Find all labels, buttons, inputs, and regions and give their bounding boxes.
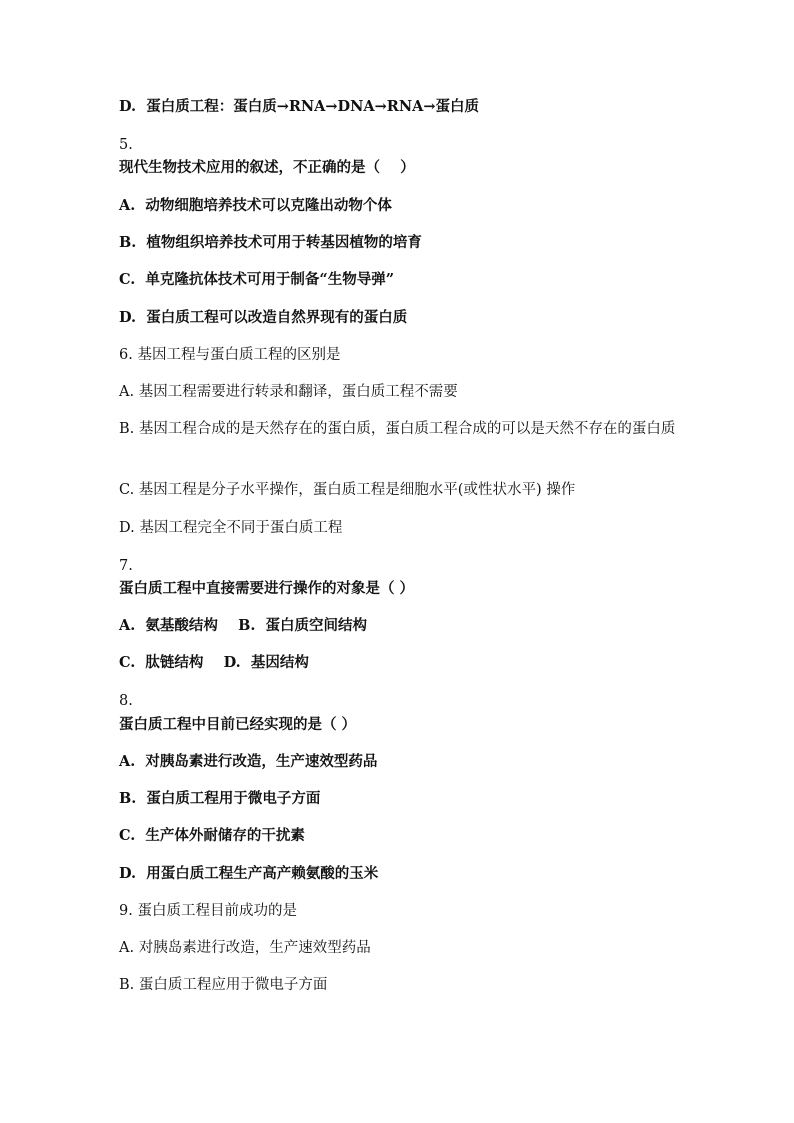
- q8-option-a: A. 对胰岛素进行改造，生产速效型药品: [119, 753, 378, 770]
- q6-option-a: A. 基因工程需要进行转录和翻译，蛋白质工程不需要: [119, 384, 458, 400]
- q5-stem: 现代生物技术应用的叙述，不正确的是（ ）: [119, 159, 415, 176]
- q6-option-d: D. 基因工程完全不同于蛋白质工程: [119, 520, 343, 536]
- q7-options-cd: C. 肽链结构 D. 基因结构: [119, 654, 309, 671]
- q9-stem: 9. 蛋白质工程目前成功的是: [119, 903, 297, 919]
- q8-stem: 蛋白质工程中目前已经实现的是（ ）: [119, 716, 357, 733]
- q7-stem: 蛋白质工程中直接需要进行操作的对象是（ ）: [119, 580, 415, 597]
- q8-option-b: B. 蛋白质工程用于微电子方面: [119, 790, 321, 807]
- q9-option-b: B. 蛋白质工程应用于微电子方面: [119, 977, 328, 993]
- q6-option-c: C. 基因工程是分子水平操作，蛋白质工程是细胞水平(或性状水平) 操作: [119, 482, 576, 498]
- q6-option-b: B. 基因工程合成的是天然存在的蛋白质，蛋白质工程合成的可以是天然不存在的蛋白质: [119, 421, 676, 437]
- q5-option-b: B. 植物组织培养技术可用于转基因植物的培育: [119, 234, 422, 251]
- q5-number: 5.: [119, 137, 133, 153]
- q9-option-a: A. 对胰岛素进行改造，生产速效型药品: [119, 940, 371, 956]
- q6-stem: 6. 基因工程与蛋白质工程的区别是: [119, 347, 341, 363]
- q7-number: 7.: [119, 558, 133, 574]
- q8-option-c: C. 生产体外耐储存的干扰素: [119, 827, 305, 844]
- q4-option-d: D. 蛋白质工程：蛋白质→RNA→DNA→RNA→蛋白质: [119, 98, 479, 115]
- q7-options-ab: A. 氨基酸结构 B. 蛋白质空间结构: [119, 617, 367, 634]
- q5-option-a: A. 动物细胞培养技术可以克隆出动物个体: [119, 197, 392, 214]
- q8-option-d: D. 用蛋白质工程生产高产赖氨酸的玉米: [119, 865, 379, 882]
- q5-option-d: D. 蛋白质工程可以改造自然界现有的蛋白质: [119, 309, 408, 326]
- q8-number: 8.: [119, 693, 133, 709]
- q5-option-c: C. 单克隆抗体技术可用于制备“生物导弹”: [119, 271, 395, 288]
